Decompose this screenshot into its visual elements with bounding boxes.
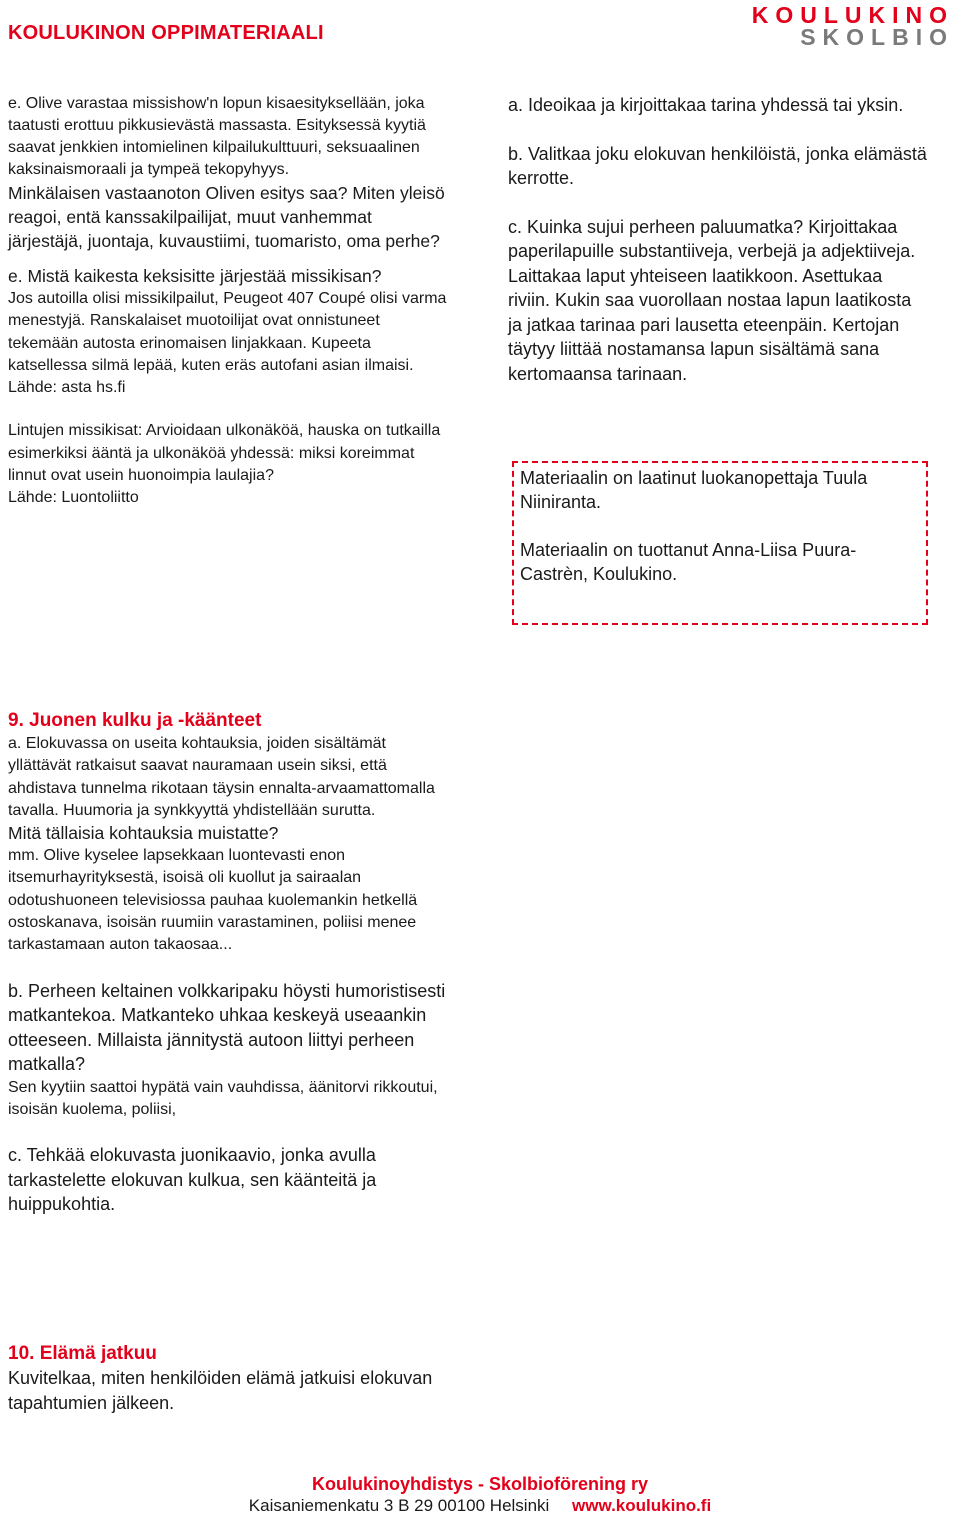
car-pageant-text: Jos autoilla olisi missikilpailut, Peugeot 407 Coupé olisi varma menestyjä. Ranskalaiset muotoilijat ovat onnistuneet tekemään autosta erinomaisen linjakkaan. Kupeeta katsellessa silmä lepää, kuten eräs autofani asian ilmaisi. Lähde: asta hs.fi [8,290,447,397]
logo-line-1: KOULUKINO [751,2,954,28]
section-9-b-note: Sen kyytiin saattoi hypätä vain vauhdissa, äänitorvi rikkoutui, isoisän kuolema, poliisi, [8,1078,438,1118]
item-e-olive-show: e. Olive varastaa missishow'n lopun kisaesityksellään, joka taatusti erottuu pikkusievästä massasta. Esityksessä kyytiä saavat jenkkien intomielinen kilpailukulttuuri, seksuaalinen kaksinaismoraali ja tympeä tekopyhyys. [8,95,426,178]
koulukino-logo [752,4,954,48]
credit-box [512,461,928,625]
section-9-a-question: Mitä tällaisia kohtauksia muistatte? [8,823,279,844]
question-reception: Minkälaisen vastaanoton Oliven esitys saa? Miten yleisö reagoi, entä kanssakilpailijat, muut vanhemmat järjestäjä, juontaja, kuvaustiimi, tuomaristo, oma perhe? [8,183,445,251]
credit-producer: Materiaalin on tuottanut Anna-Liisa Puura-Castrèn, Koulukino. [520,540,857,584]
section-9 [8,709,448,1217]
footer-address: Kaisaniemenkatu 3 B 29 00100 Helsinki [248,1496,550,1515]
bird-pageant-source: Lähde: Luontoliitto [8,489,139,507]
task-b-character: b. Valitkaa joku elokuvan henkilöistä, jonka elämästä kerrotte. [508,143,927,188]
section-9-heading: 9. Juonen kulku ja -käänteet [8,710,262,731]
section-9-a-text: a. Elokuvassa on useita kohtauksia, joiden sisältämät yllättävät ratkaisut saavat nauramaan usein siksi, että ahdistava tunnelma rikotaan täysin ennalta-arvaamattomalla tavalla. Huumoria ja synkkyyttä yhdistellään surutta. [8,735,435,819]
task-c-return-trip: c. Kuinka sujui perheen paluumatka? Kirjoittakaa paperilapuille substantiiveja, verbejä ja adjektiiveja. Laittakaa laput yhteiseen laatikkoon. Asettukaa riviin. Kukin saa vuorollaan nostaa lapun laatikosta ja jatkaa tarinaa pari lausetta eteenpäin. Kertojan täytyy liittää nostamansa lapun sisältämä sana kertomaansa tarinaan. [508,216,916,384]
section-9-c-text: c. Tehkää elokuvasta juonikaavio, jonka avulla tarkastelette elokuvan kulkua, sen käänteitä ja huippukohtia. [8,1145,377,1215]
section-10-heading: 10. Elämä jatkuu [8,1343,157,1364]
footer-contact [0,1496,960,1516]
bird-pageant-text: Lintujen missikisat: Arvioidaan ulkonäköä, hauska on tutkailla esimerkiksi ääntä ja ulkonäköä yhdessä: miksi koreimmat linnut ovat usein huonoimpia laulajia? [8,422,441,485]
right-column [508,93,928,386]
item-e-missikisa: e. Mistä kaikesta keksisitte järjestää missikisan? [8,266,382,286]
task-a-story: a. Ideoikaa ja kirjoittakaa tarina yhdessä tai yksin. [508,95,904,115]
left-column [8,93,448,510]
section-9-a-examples: mm. Olive kyselee lapsekkaan luontevasti enon itsemurhayrityksestä, isoisä oli kuollut ja sairaalan odotushuoneen televisiossa pauhaa kuolemankin hetkellä ostoskanava, isoisän ruumiin varastaminen, poliisi menee tarkastamaan auton takaosaa... [8,847,418,954]
footer-organization: Koulukinoyhdistys - Skolbioförening ry [311,1474,649,1494]
section-9-b-text: b. Perheen keltainen volkkaripaku höysti humoristisesti matkantekoa. Matkanteko uhkaa keskeyä useaankin otteeseen. Millaista jännitystä autoon liittyi perheen matkalla? [8,980,446,1075]
logo-line-2: SKOLBIO [800,24,954,50]
footer-website-link[interactable]: www.koulukino.fi [572,1496,712,1515]
credit-author: Materiaalin on laatinut luokanopettaja Tuula Niiniranta. [520,468,868,512]
document-header-title: KOULUKINON OPPIMATERIAALI [8,22,324,44]
section-10-text: Kuvitelkaa, miten henkilöiden elämä jatkuisi elokuvan tapahtumien jälkeen. [8,1368,433,1413]
section-10 [8,1342,448,1415]
